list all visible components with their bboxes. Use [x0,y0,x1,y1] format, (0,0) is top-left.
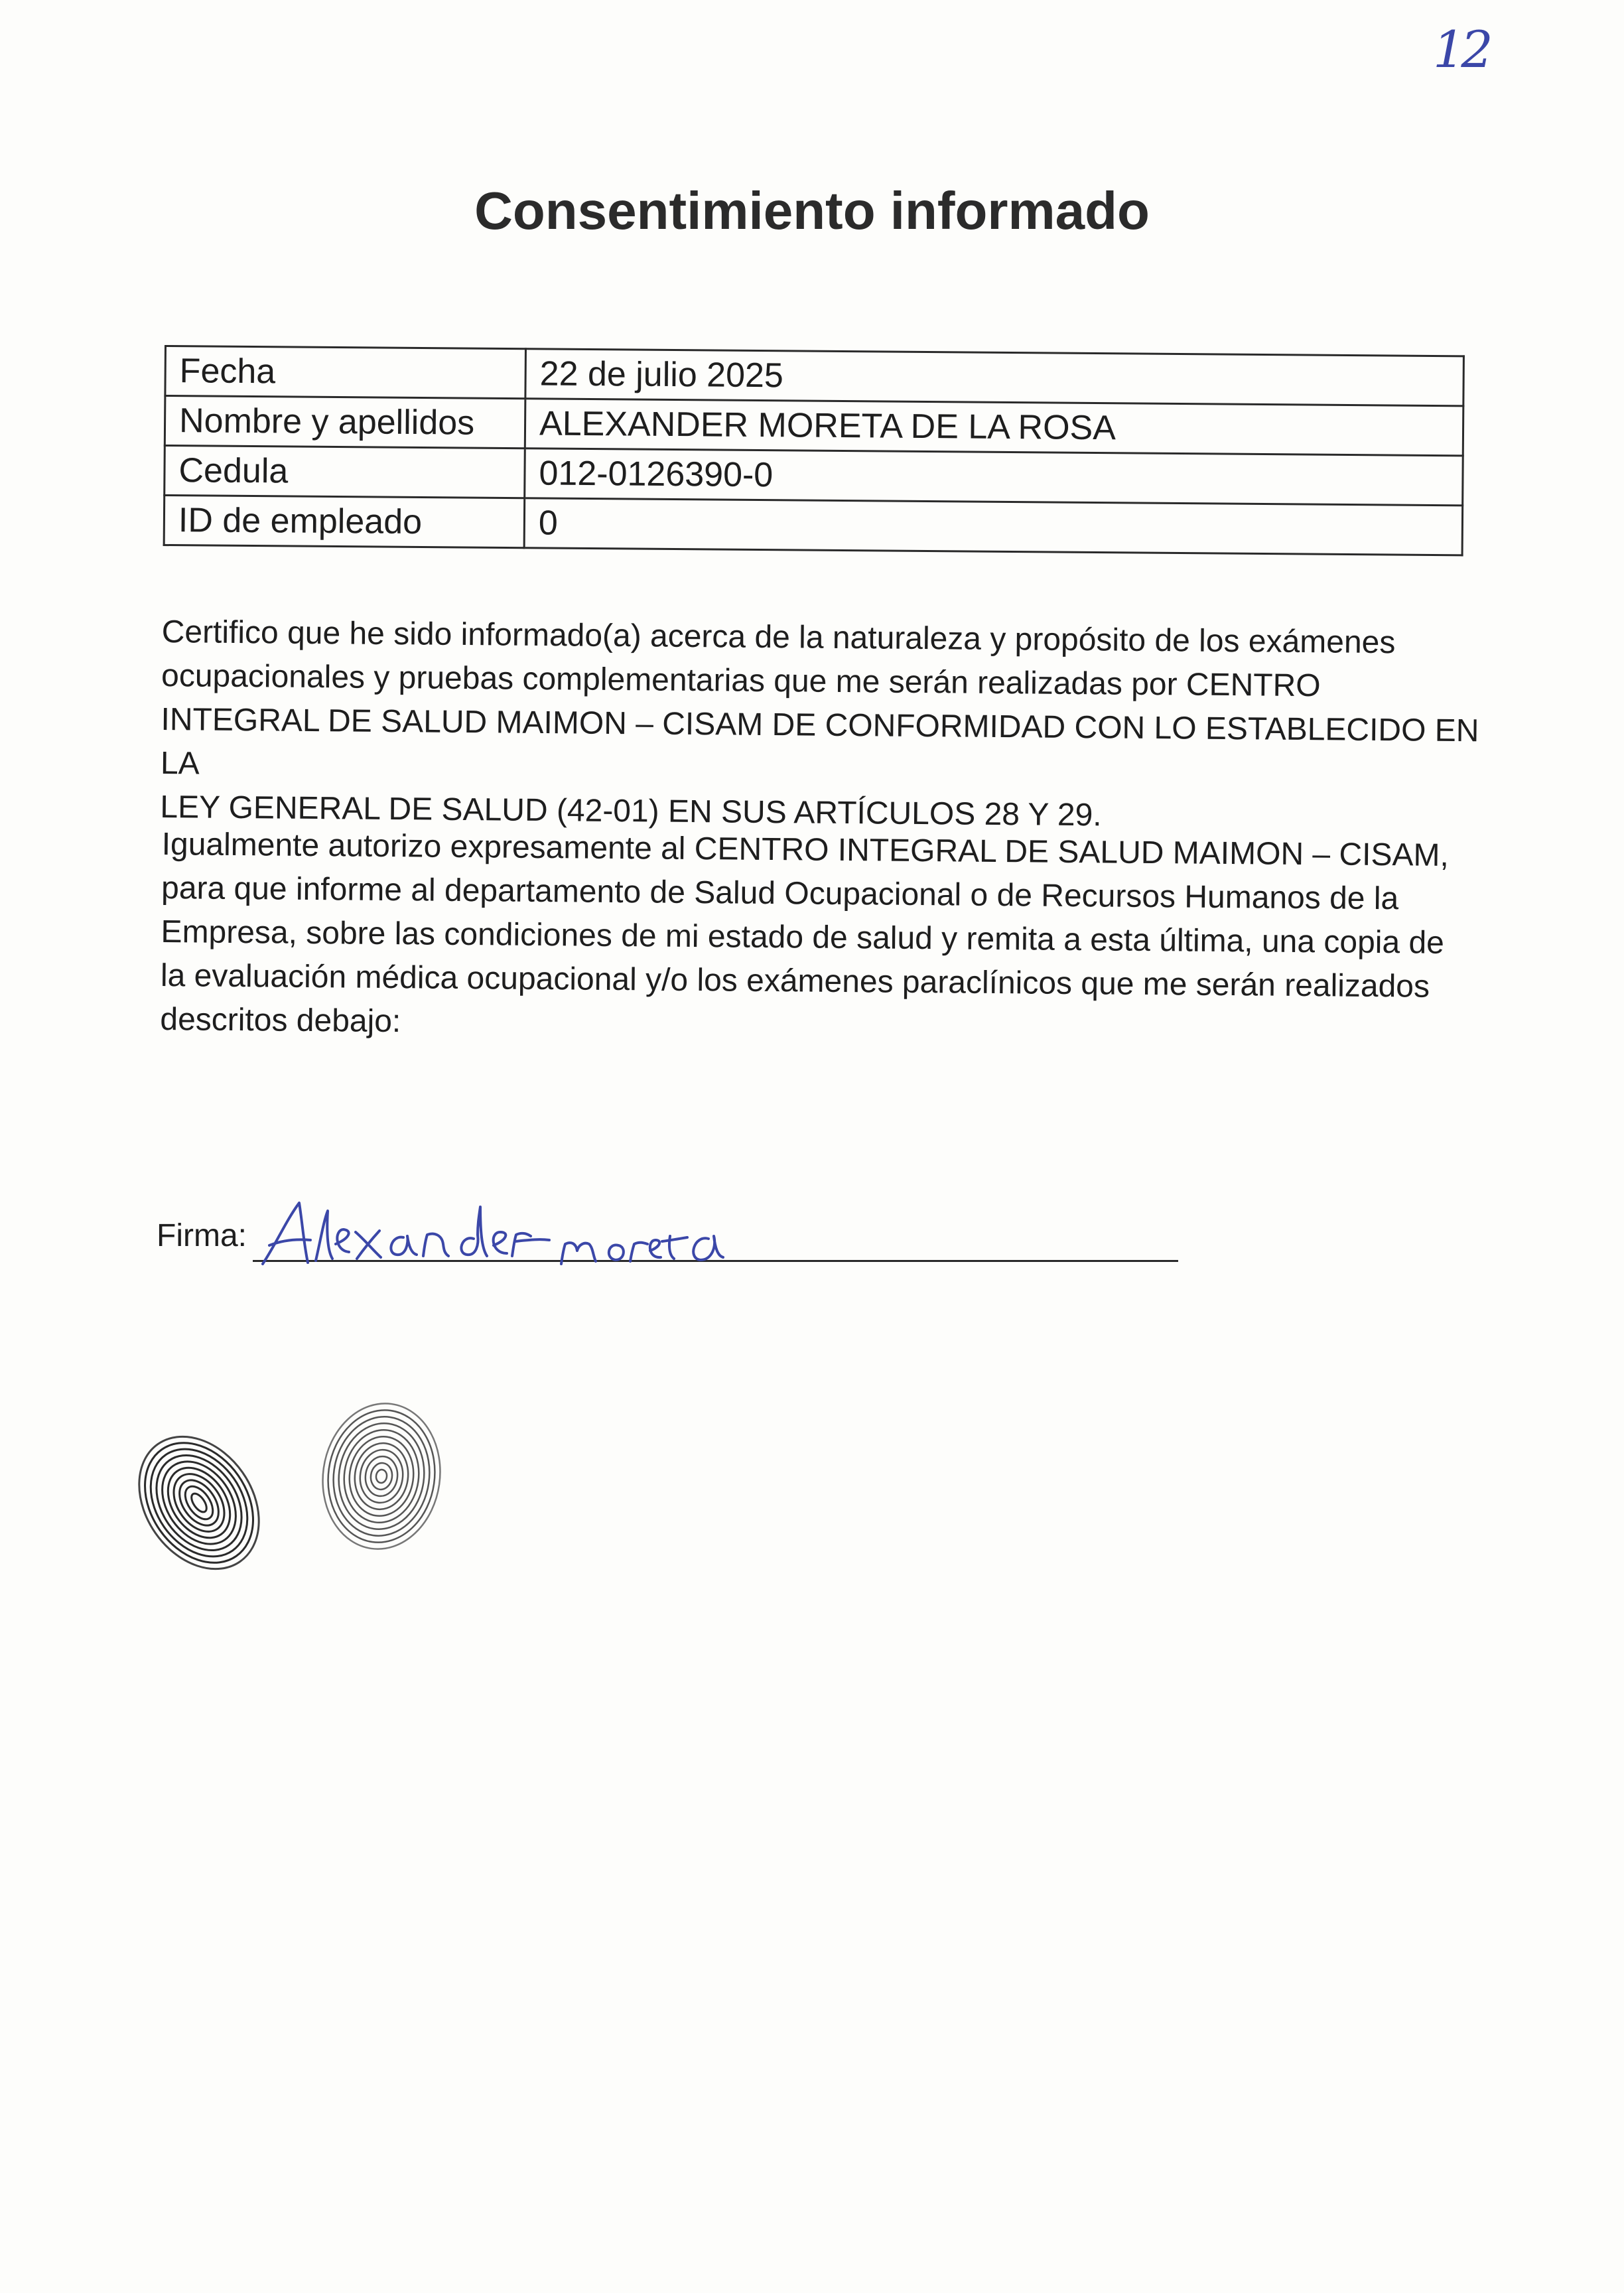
text-line: descritos debajo: [160,1001,401,1040]
table-row [164,496,1463,555]
text-line: Empresa, sobre las condiciones de mi estado de salud y remita a esta última, una copia de [161,914,1445,961]
text-line: LEY GENERAL DE SALUD (42-01) EN SUS ARTÍCULOS 28 Y 29. [160,789,1102,833]
text-line: INTEGRAL DE SALUD MAIMON – CISAM DE CONFORMIDAD CON LO ESTABLECIDO EN LA [160,701,1479,782]
row-value: 012-0126390-0 [525,449,1463,506]
fingerprint-right [312,1393,451,1559]
document-title: Consentimiento informado [474,181,1150,240]
fingerprint-left [126,1420,272,1586]
handwritten-signature [249,1198,727,1271]
signature-row [157,1198,1178,1271]
row-value: ALEXANDER MORETA DE LA ROSA [525,399,1463,456]
text-line: ocupacionales y pruebas complementarias que me serán realizadas por CENTRO [161,658,1321,704]
row-label: ID de empleado [164,496,525,548]
consent-paragraph-2 [160,823,1489,1053]
row-value: 0 [524,498,1463,555]
row-label: Fecha [165,346,526,399]
signature-label: Firma: [157,1218,247,1253]
page-number: 12 [1433,20,1489,79]
text-line: la evaluación médica ocupacional y/o los exámenes paraclínicos que me serán realizados [160,957,1430,1005]
row-value: 22 de julio 2025 [525,349,1464,406]
text-line: para que informe al departamento de Salud Ocupacional o de Recursos Humanos de la [161,870,1399,917]
text-line: Igualmente autorizo expresamente al CENTRO INTEGRAL DE SALUD MAIMON – CISAM, [161,826,1450,873]
consent-paragraph-1 [160,610,1489,841]
row-label: Cedula [165,446,525,498]
info-table [163,345,1465,556]
row-label: Nombre y apellidos [165,396,525,449]
text-line: Certifico que he sido informado(a) acerca de la naturaleza y propósito de los exámenes [161,614,1396,661]
